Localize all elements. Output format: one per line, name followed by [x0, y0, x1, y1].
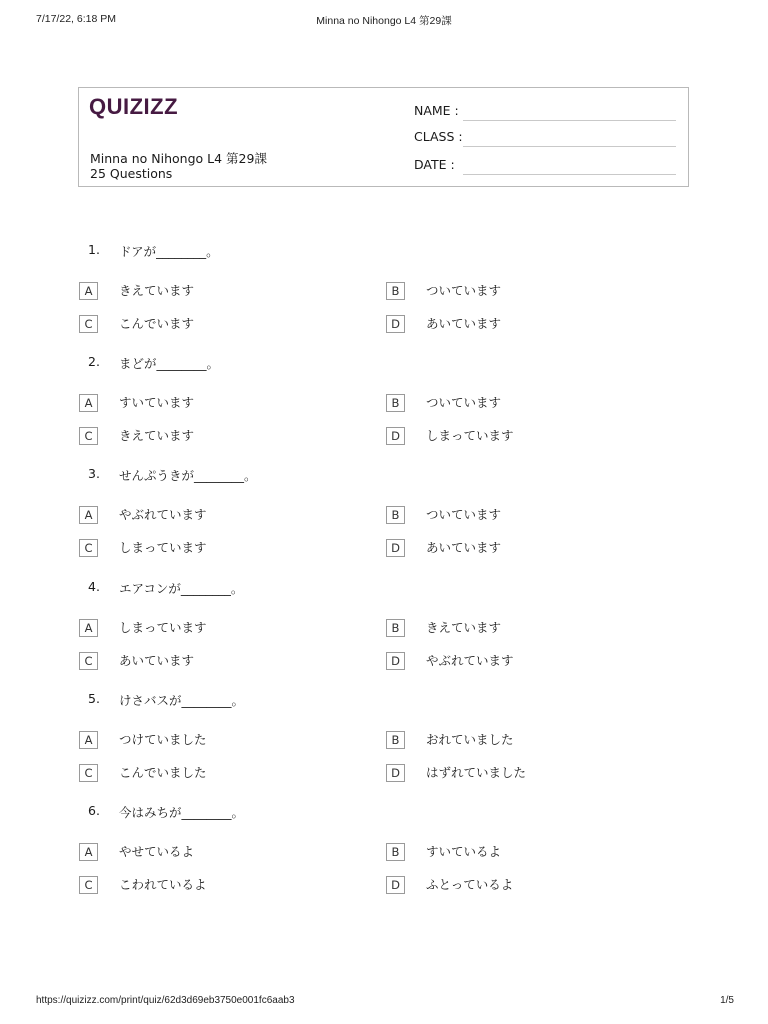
question-2 — [0, 354, 768, 454]
class-label: CLASS : — [414, 129, 463, 144]
option-letter-box: C — [79, 315, 98, 333]
question-5 — [0, 691, 768, 791]
name-line — [463, 120, 676, 121]
option-letter-box: C — [79, 764, 98, 782]
question-text: 今はみちが________。 — [119, 805, 245, 820]
option-letter-box: B — [386, 394, 405, 412]
option-text: すいているよ — [426, 844, 502, 859]
quiz-title: Minna no Nihongo L4 第29課 — [90, 151, 267, 166]
print-footer — [0, 995, 768, 1009]
print-url: https://quizizz.com/print/quiz/62d3d69eb3750e001fc6aab3 — [36, 995, 295, 1006]
option-letter-box: D — [386, 539, 405, 557]
question-count: 25 Questions — [90, 166, 173, 181]
print-title: Minna no Nihongo L4 第29課 — [316, 15, 452, 27]
name-label: NAME : — [414, 103, 459, 118]
option-letter-box: C — [79, 652, 98, 670]
logo-text: QUIZIZZ — [89, 94, 179, 119]
question-text: ドアが________。 — [119, 244, 219, 259]
option-letter-box: B — [386, 282, 405, 300]
option-letter-box: A — [79, 394, 98, 412]
option-letter-box: D — [386, 764, 405, 782]
option-text: きえています — [119, 283, 195, 298]
option-text: ついています — [426, 507, 502, 522]
option-letter-box: B — [386, 506, 405, 524]
question-text: エアコンが________。 — [119, 581, 244, 596]
option-text: ついています — [426, 283, 502, 298]
question-number: 2. — [88, 354, 100, 369]
print-date: 7/17/22, 6:18 PM — [36, 13, 116, 25]
quizizz-logo — [89, 94, 178, 120]
option-text: きえています — [119, 428, 195, 443]
option-text: あいています — [426, 540, 502, 555]
option-text: すいています — [119, 395, 195, 410]
option-text: あいています — [119, 653, 195, 668]
question-number: 5. — [88, 691, 100, 706]
option-text: しまっています — [119, 620, 207, 635]
option-letter-box: C — [79, 876, 98, 894]
option-text: こんでいます — [119, 316, 195, 331]
option-text: やぶれています — [119, 507, 207, 522]
date-field — [414, 157, 684, 177]
question-number: 3. — [88, 466, 100, 481]
option-letter-box: A — [79, 619, 98, 637]
question-number: 6. — [88, 803, 100, 818]
question-text: せんぷうきが________。 — [119, 468, 257, 483]
question-4 — [0, 579, 768, 679]
question-1 — [0, 242, 768, 342]
option-letter-box: B — [386, 731, 405, 749]
option-letter-box: B — [386, 843, 405, 861]
option-text: やせているよ — [119, 844, 195, 859]
option-letter-box: A — [79, 506, 98, 524]
option-text: きえています — [426, 620, 502, 635]
option-letter-box: D — [386, 427, 405, 445]
question-number: 4. — [88, 579, 100, 594]
print-header — [0, 13, 768, 29]
option-text: おれていました — [426, 732, 514, 747]
date-line — [463, 174, 676, 175]
option-letter-box: A — [79, 282, 98, 300]
question-6 — [0, 803, 768, 903]
option-text: つけていました — [119, 732, 207, 747]
option-letter-box: A — [79, 843, 98, 861]
class-line — [463, 146, 676, 147]
option-text: しまっています — [119, 540, 207, 555]
question-number: 1. — [88, 242, 100, 257]
option-letter-box: A — [79, 731, 98, 749]
question-text: まどが________。 — [119, 356, 220, 371]
date-label: DATE : — [414, 157, 455, 172]
page-number: 1/5 — [720, 995, 734, 1006]
option-text: やぶれています — [426, 653, 514, 668]
class-field — [414, 129, 684, 149]
option-letter-box: C — [79, 539, 98, 557]
option-letter-box: D — [386, 876, 405, 894]
option-letter-box: B — [386, 619, 405, 637]
option-text: しまっています — [426, 428, 514, 443]
option-text: あいています — [426, 316, 502, 331]
question-text: けさバスが________。 — [119, 693, 245, 708]
option-text: ついています — [426, 395, 502, 410]
quiz-info-box — [78, 87, 689, 187]
option-text: こわれているよ — [119, 877, 207, 892]
option-letter-box: D — [386, 315, 405, 333]
option-text: こんでいました — [119, 765, 207, 780]
option-text: はずれていました — [426, 765, 527, 780]
option-letter-box: D — [386, 652, 405, 670]
option-text: ふとっているよ — [426, 877, 514, 892]
option-letter-box: C — [79, 427, 98, 445]
name-field — [414, 103, 684, 123]
question-3 — [0, 466, 768, 566]
